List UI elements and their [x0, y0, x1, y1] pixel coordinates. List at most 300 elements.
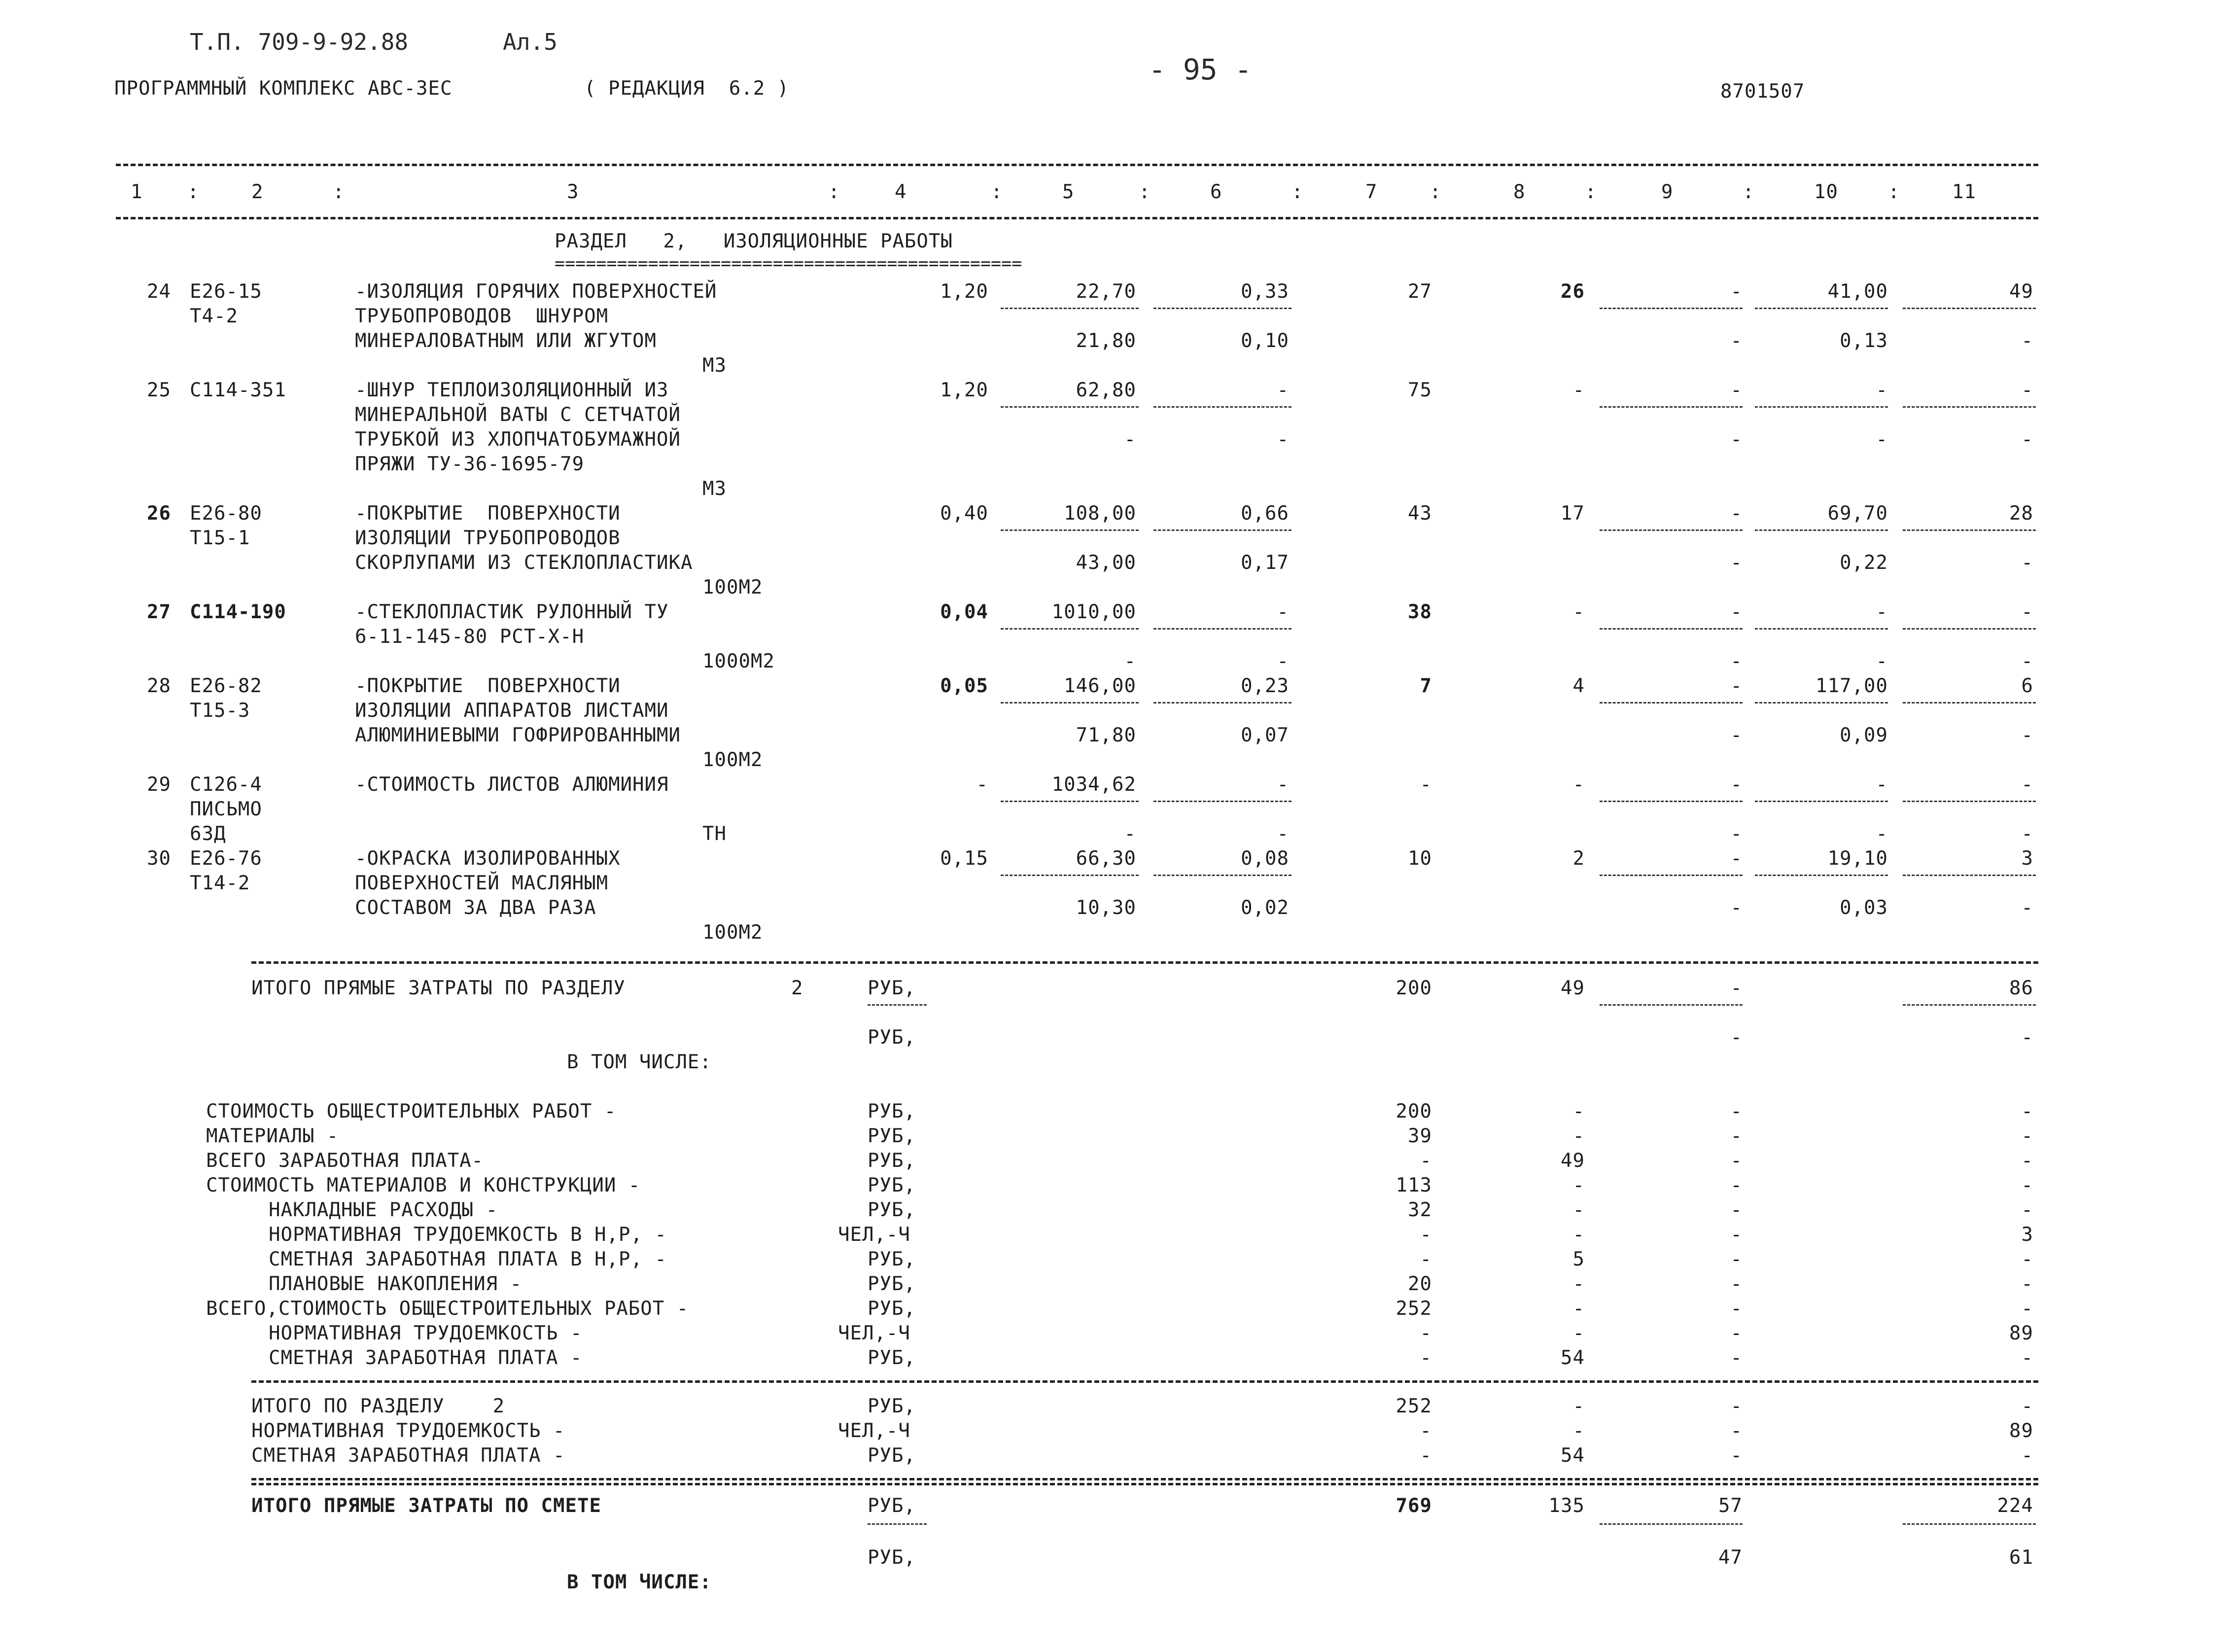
- estimate-total-c11: 224: [1997, 1495, 2033, 1517]
- sub-rule: [1903, 702, 2036, 703]
- machine-cost: -: [1730, 502, 1743, 525]
- row-number: 26: [147, 502, 171, 525]
- breakdown-c8: 54: [1561, 1347, 1585, 1369]
- breakdown-unit: РУБ,: [868, 1150, 916, 1172]
- summary-unit: РУБ,: [868, 1395, 916, 1417]
- summary-c7: -: [1420, 1420, 1432, 1442]
- estimate-total-c8: 135: [1548, 1495, 1585, 1517]
- sub-rule: [1600, 801, 1743, 802]
- estimate-total-rule: [251, 1478, 2038, 1480]
- labor-per-unit-2: 0,22: [1840, 552, 1888, 574]
- total-cost: -: [1420, 773, 1432, 796]
- labor-per-unit: 117,00: [1815, 675, 1888, 697]
- labor-per-unit-2: -: [1876, 650, 1888, 672]
- breakdown-unit: ЧЕЛ,-Ч: [838, 1224, 910, 1246]
- quantity: 0,15: [940, 847, 988, 870]
- sub-rule: [1755, 628, 1888, 630]
- section-total-c7: 200: [1396, 977, 1432, 999]
- estimate-total-unit: РУБ,: [868, 1495, 916, 1517]
- rate-code: ПИСЬМО: [190, 798, 262, 820]
- work-description: ИЗОЛЯЦИИ АППАРАТОВ ЛИСТАМИ: [355, 700, 669, 722]
- sub-rule: [1153, 875, 1291, 876]
- breakdown-unit: РУБ,: [868, 1125, 916, 1147]
- machine-cost-2: -: [1730, 428, 1743, 451]
- breakdown-c8: -: [1572, 1224, 1585, 1246]
- machine-wage-labor: 0,07: [1241, 724, 1289, 746]
- work-description: ПРЯЖИ ТУ-36-1695-79: [355, 453, 585, 475]
- unit-cost: 62,80: [1076, 379, 1136, 401]
- column-separator: :: [1430, 181, 1442, 203]
- section-title: РАЗДЕЛ 2, ИЗОЛЯЦИОННЫЕ РАБОТЫ: [555, 230, 953, 252]
- machine-cost-2: -: [1730, 724, 1743, 746]
- sub-rule: [1600, 529, 1743, 531]
- total-wages: -: [1572, 773, 1585, 796]
- machine-cost: -: [1730, 847, 1743, 870]
- estimate-total-unit-2: РУБ,: [868, 1547, 916, 1569]
- breakdown-label: НОРМАТИВНАЯ ТРУДОЕМКОСТЬ -: [269, 1322, 583, 1344]
- summary-unit: ЧЕЛ,-Ч: [838, 1420, 910, 1442]
- breakdown-c7: 113: [1396, 1174, 1432, 1196]
- summary-c7: 252: [1396, 1395, 1432, 1417]
- breakdown-label: СМЕТНАЯ ЗАРАБОТНАЯ ПЛАТА В Н,Р, -: [269, 1248, 667, 1270]
- breakdown-c8: 5: [1572, 1248, 1585, 1270]
- breakdown-unit: РУБ,: [868, 1174, 916, 1196]
- column-separator: :: [1585, 181, 1597, 203]
- column-header-4: 4: [895, 181, 907, 203]
- breakdown-c11: -: [2021, 1125, 2033, 1147]
- breakdown-c8: -: [1572, 1199, 1585, 1221]
- breakdown-unit: РУБ,: [868, 1248, 916, 1270]
- breakdown-c8: -: [1572, 1322, 1585, 1344]
- summary-c11: 89: [2009, 1420, 2033, 1442]
- rate-code: 63Д: [190, 823, 226, 845]
- machine-cost-2: -: [1730, 823, 1743, 845]
- quantity: -: [976, 773, 988, 796]
- row-number: 27: [147, 601, 171, 623]
- summary-c8: -: [1572, 1395, 1585, 1417]
- row-number: 24: [147, 281, 171, 303]
- sub-rule: [1600, 1523, 1743, 1525]
- breakdown-c9: -: [1730, 1273, 1743, 1295]
- quantity: 1,20: [940, 379, 988, 401]
- breakdown-unit: РУБ,: [868, 1100, 916, 1123]
- rate-code: Т15-3: [190, 700, 250, 722]
- breakdown-c9: -: [1730, 1199, 1743, 1221]
- summary-c9: -: [1730, 1420, 1743, 1442]
- labor-per-unit-2: -: [1876, 823, 1888, 845]
- total-wages: 4: [1572, 675, 1585, 697]
- column-separator: :: [991, 181, 1003, 203]
- row-number: 30: [147, 847, 171, 870]
- total-cost: 43: [1408, 502, 1432, 525]
- work-description: -СТОИМОСТЬ ЛИСТОВ АЛЮМИНИЯ: [355, 773, 669, 796]
- column-separator: :: [187, 181, 200, 203]
- sub-rule: [1903, 308, 2036, 309]
- total-labor-2: -: [2021, 823, 2033, 845]
- breakdown-c9: -: [1730, 1150, 1743, 1172]
- work-description: АЛЮМИНИЕВЫМИ ГОФРИРОВАННЫМИ: [355, 724, 681, 746]
- total-labor: -: [2021, 773, 2033, 796]
- machine-wage-cost: 21,80: [1076, 330, 1136, 352]
- column-header-2: 2: [251, 181, 264, 203]
- machine-wage-labor: 0,02: [1241, 897, 1289, 919]
- page-number: - 95 -: [1149, 53, 1252, 86]
- sub-rule: [1755, 529, 1888, 531]
- summary-c9: -: [1730, 1395, 1743, 1417]
- rate-code: Е26-76: [190, 847, 262, 870]
- total-labor-2: -: [2021, 428, 2033, 451]
- total-wages: 2: [1572, 847, 1585, 870]
- machine-cost-2: -: [1730, 897, 1743, 919]
- sub-rule: [1903, 875, 2036, 876]
- column-header-rule: [116, 217, 2038, 219]
- sub-rule: [1001, 308, 1139, 309]
- work-description: -СТЕКЛОПЛАСТИК РУЛОННЫЙ ТУ: [355, 601, 669, 623]
- breakdown-c11: -: [2021, 1199, 2033, 1221]
- machine-cost-2: -: [1730, 330, 1743, 352]
- sub-rule: [1001, 801, 1139, 802]
- machine-wage-cost: -: [1124, 823, 1136, 845]
- column-header-6: 6: [1210, 181, 1222, 203]
- summary-unit: РУБ,: [868, 1444, 916, 1467]
- breakdown-c8: -: [1572, 1100, 1585, 1123]
- breakdown-c11: 89: [2009, 1322, 2033, 1344]
- edition-label: ( РЕДАКЦИЯ 6.2 ): [584, 77, 790, 100]
- total-cost: 10: [1408, 847, 1432, 870]
- work-description: -ПОКРЫТИЕ ПОВЕРХНОСТИ: [355, 675, 621, 697]
- section-total-c9-2: -: [1730, 1026, 1743, 1049]
- breakdown-c7: -: [1420, 1347, 1432, 1369]
- section-summary-rule: [251, 1380, 2038, 1383]
- album-number: Ал.5: [503, 29, 558, 55]
- breakdown-unit: РУБ,: [868, 1273, 916, 1295]
- total-labor-2: -: [2021, 552, 2033, 574]
- machine-wage-cost: 43,00: [1076, 552, 1136, 574]
- section-total-c11: 86: [2009, 977, 2033, 999]
- sub-rule: [1153, 801, 1291, 802]
- machine-wage-cost: -: [1124, 428, 1136, 451]
- section-total-c8: 49: [1561, 977, 1585, 999]
- breakdown-c8: -: [1572, 1174, 1585, 1196]
- machine-cost: -: [1730, 281, 1743, 303]
- estimate-total-c7: 769: [1396, 1495, 1432, 1517]
- machine-wage-cost: 71,80: [1076, 724, 1136, 746]
- work-description: -ПОКРЫТИЕ ПОВЕРХНОСТИ: [355, 502, 621, 525]
- estimate-total-c11-2: 61: [2009, 1547, 2033, 1569]
- sub-rule: [1755, 308, 1888, 309]
- sub-rule: [1755, 406, 1888, 408]
- machine-wage-labor: -: [1277, 823, 1289, 845]
- sub-rule: [1153, 406, 1291, 408]
- section-total-unit: РУБ,: [868, 977, 916, 999]
- summary-label: СМЕТНАЯ ЗАРАБОТНАЯ ПЛАТА -: [251, 1444, 565, 1467]
- column-separator: :: [1743, 181, 1755, 203]
- total-labor-2: -: [2021, 330, 2033, 352]
- breakdown-label: ВСЕГО,СТОИМОСТЬ ОБЩЕСТРОИТЕЛЬНЫХ РАБОТ -: [206, 1298, 689, 1320]
- column-header-3: 3: [567, 181, 579, 203]
- sub-rule: [1600, 1004, 1743, 1006]
- work-description: СКОРЛУПАМИ ИЗ СТЕКЛОПЛАСТИКА: [355, 552, 693, 574]
- breakdown-c8: -: [1572, 1273, 1585, 1295]
- breakdown-c7: 32: [1408, 1199, 1432, 1221]
- labor-per-unit: 41,00: [1827, 281, 1888, 303]
- summary-c8: -: [1572, 1420, 1585, 1442]
- column-header-9: 9: [1661, 181, 1674, 203]
- work-description: ТРУБОПРОВОДОВ ШНУРОМ: [355, 305, 609, 327]
- breakdown-unit: ЧЕЛ,-Ч: [838, 1322, 910, 1344]
- sub-rule: [1903, 801, 2036, 802]
- breakdown-label: СТОИМОСТЬ МАТЕРИАЛОВ И КОНСТРУКЦИИ -: [206, 1174, 641, 1196]
- sub-rule: [1903, 529, 2036, 531]
- breakdown-label: МАТЕРИАЛЫ -: [206, 1125, 339, 1147]
- work-description: -ШНУР ТЕПЛОИЗОЛЯЦИОННЫЙ ИЗ: [355, 379, 669, 401]
- labor-per-unit-2: 0,13: [1840, 330, 1888, 352]
- breakdown-label: НАКЛАДНЫЕ РАСХОДЫ -: [269, 1199, 498, 1221]
- work-description: -ИЗОЛЯЦИЯ ГОРЯЧИХ ПОВЕРХНОСТЕЙ: [355, 281, 717, 303]
- unit-of-measure: 100М2: [702, 576, 763, 598]
- labor-per-unit: 69,70: [1827, 502, 1888, 525]
- unit-cost: 22,70: [1076, 281, 1136, 303]
- breakdown-c11: -: [2021, 1150, 2033, 1172]
- summary-label: НОРМАТИВНАЯ ТРУДОЕМКОСТЬ -: [251, 1420, 565, 1442]
- estimate-total-rule-2: [251, 1483, 2038, 1485]
- sub-rule: [1001, 628, 1139, 630]
- total-labor: 3: [2021, 847, 2033, 870]
- breakdown-c11: -: [2021, 1100, 2033, 1123]
- estimate-total-c9-2: 47: [1718, 1547, 1743, 1569]
- estimate-total-c9: 57: [1718, 1495, 1743, 1517]
- column-header-1: 1: [131, 181, 143, 203]
- breakdown-c8: -: [1572, 1298, 1585, 1320]
- rate-code: С114-351: [190, 379, 286, 401]
- quantity: 0,40: [940, 502, 988, 525]
- sub-rule: [868, 1523, 927, 1525]
- program-name: ПРОГРАММНЫЙ КОМПЛЕКС АВС-ЗЕС: [114, 77, 453, 100]
- breakdown-unit: РУБ,: [868, 1199, 916, 1221]
- row-number: 28: [147, 675, 171, 697]
- section-total-c9: -: [1730, 977, 1743, 999]
- breakdown-c11: 3: [2021, 1224, 2033, 1246]
- including-label-2: В ТОМ ЧИСЛЕ:: [567, 1571, 712, 1593]
- row-number: 29: [147, 773, 171, 796]
- breakdown-c9: -: [1730, 1248, 1743, 1270]
- rate-code: Е26-15: [190, 281, 262, 303]
- rate-code: Т4-2: [190, 305, 238, 327]
- breakdown-c7: -: [1420, 1248, 1432, 1270]
- estimate-total-label: ИТОГО ПРЯМЫЕ ЗАТРАТЫ ПО СМЕТЕ: [251, 1495, 601, 1517]
- total-wages: -: [1572, 601, 1585, 623]
- summary-c9: -: [1730, 1444, 1743, 1467]
- breakdown-c9: -: [1730, 1322, 1743, 1344]
- project-code: Т.П. 709-9-92.88: [190, 29, 409, 55]
- unit-labor-cost: -: [1277, 379, 1289, 401]
- breakdown-label: ПЛАНОВЫЕ НАКОПЛЕНИЯ -: [269, 1273, 523, 1295]
- breakdown-label: СМЕТНАЯ ЗАРАБОТНАЯ ПЛАТА -: [269, 1347, 583, 1369]
- total-labor: 28: [2009, 502, 2033, 525]
- breakdown-c7: -: [1420, 1322, 1432, 1344]
- machine-wage-labor: -: [1277, 650, 1289, 672]
- labor-per-unit: -: [1876, 379, 1888, 401]
- total-cost: 27: [1408, 281, 1432, 303]
- column-header-7: 7: [1365, 181, 1378, 203]
- sub-rule: [1001, 875, 1139, 876]
- total-labor-2: -: [2021, 724, 2033, 746]
- sub-rule: [1600, 628, 1743, 630]
- work-description: МИНЕРАЛОВАТНЫМ ИЛИ ЖГУТОМ: [355, 330, 657, 352]
- unit-cost: 66,30: [1076, 847, 1136, 870]
- quantity: 0,04: [940, 601, 988, 623]
- sub-rule: [1600, 875, 1743, 876]
- total-cost: 38: [1408, 601, 1432, 623]
- breakdown-c9: -: [1730, 1125, 1743, 1147]
- quantity: 0,05: [940, 675, 988, 697]
- work-description: 6-11-145-80 РСТ-Х-Н: [355, 626, 585, 648]
- machine-wage-cost: -: [1124, 650, 1136, 672]
- including-label: В ТОМ ЧИСЛЕ:: [567, 1051, 712, 1073]
- rate-code: Е26-80: [190, 502, 262, 525]
- sub-rule: [1001, 406, 1139, 408]
- unit-labor-cost: 0,33: [1241, 281, 1289, 303]
- column-separator: :: [333, 181, 345, 203]
- machine-wage-cost: 10,30: [1076, 897, 1136, 919]
- sub-rule: [1903, 406, 2036, 408]
- total-labor-2: -: [2021, 650, 2033, 672]
- machine-wage-labor: 0,10: [1241, 330, 1289, 352]
- rate-code: Т15-1: [190, 527, 250, 549]
- labor-per-unit: -: [1876, 773, 1888, 796]
- machine-wage-labor: -: [1277, 428, 1289, 451]
- labor-per-unit: -: [1876, 601, 1888, 623]
- breakdown-c9: -: [1730, 1100, 1743, 1123]
- table-top-rule: [116, 164, 2038, 166]
- sub-rule: [1600, 308, 1743, 309]
- labor-per-unit-2: 0,09: [1840, 724, 1888, 746]
- breakdown-c11: -: [2021, 1174, 2033, 1196]
- total-cost: 75: [1408, 379, 1432, 401]
- breakdown-c9: -: [1730, 1298, 1743, 1320]
- breakdown-label: НОРМАТИВНАЯ ТРУДОЕМКОСТЬ В Н,Р, -: [269, 1224, 667, 1246]
- summary-c7: -: [1420, 1444, 1432, 1467]
- rate-code: Е26-82: [190, 675, 262, 697]
- unit-of-measure: 1000М2: [702, 650, 775, 672]
- sub-rule: [1153, 529, 1291, 531]
- quantity: 1,20: [940, 281, 988, 303]
- unit-of-measure: М3: [702, 354, 727, 377]
- column-separator: :: [1139, 181, 1151, 203]
- sub-rule: [1755, 875, 1888, 876]
- section-total-c11-2: -: [2021, 1026, 2033, 1049]
- column-separator: :: [828, 181, 840, 203]
- sub-rule: [1903, 628, 2036, 630]
- machine-cost: -: [1730, 601, 1743, 623]
- breakdown-c8: -: [1572, 1125, 1585, 1147]
- work-description: ИЗОЛЯЦИИ ТРУБОПРОВОДОВ: [355, 527, 621, 549]
- column-header-5: 5: [1062, 181, 1075, 203]
- machine-cost: -: [1730, 675, 1743, 697]
- column-separator: :: [1888, 181, 1900, 203]
- unit-cost: 1034,62: [1051, 773, 1136, 796]
- breakdown-c11: -: [2021, 1347, 2033, 1369]
- column-header-8: 8: [1513, 181, 1526, 203]
- section-total-number: 2: [791, 977, 803, 999]
- summary-label: ИТОГО ПО РАЗДЕЛУ 2: [251, 1395, 505, 1417]
- breakdown-c7: -: [1420, 1224, 1432, 1246]
- unit-labor-cost: 0,23: [1241, 675, 1289, 697]
- sub-rule: [1600, 702, 1743, 703]
- total-wages: 17: [1561, 502, 1585, 525]
- breakdown-c7: 39: [1408, 1125, 1432, 1147]
- section-total-label: ИТОГО ПРЯМЫЕ ЗАТРАТЫ ПО РАЗДЕЛУ: [251, 977, 626, 999]
- unit-cost: 1010,00: [1051, 601, 1136, 623]
- breakdown-c9: -: [1730, 1347, 1743, 1369]
- unit-labor-cost: -: [1277, 601, 1289, 623]
- total-labor: -: [2021, 601, 2033, 623]
- document-code: 8701507: [1720, 80, 1805, 103]
- breakdown-c11: -: [2021, 1273, 2033, 1295]
- sub-rule: [868, 1004, 927, 1006]
- breakdown-c7: 252: [1396, 1298, 1432, 1320]
- work-description: СОСТАВОМ ЗА ДВА РАЗА: [355, 897, 596, 919]
- unit-of-measure: ТН: [702, 823, 727, 845]
- rate-code: С126-4: [190, 773, 262, 796]
- breakdown-c7: 20: [1408, 1273, 1432, 1295]
- breakdown-c11: -: [2021, 1298, 2033, 1320]
- unit-of-measure: 100М2: [702, 921, 763, 944]
- rate-code: Т14-2: [190, 872, 250, 894]
- breakdown-unit: РУБ,: [868, 1298, 916, 1320]
- total-labor-2: -: [2021, 897, 2033, 919]
- unit-labor-cost: 0,08: [1241, 847, 1289, 870]
- total-labor: 49: [2009, 281, 2033, 303]
- breakdown-c9: -: [1730, 1224, 1743, 1246]
- total-labor: -: [2021, 379, 2033, 401]
- column-header-10: 10: [1814, 181, 1838, 203]
- sub-rule: [1153, 308, 1291, 309]
- work-description: ПОВЕРХНОСТЕЙ МАСЛЯНЫМ: [355, 872, 609, 894]
- work-description: ТРУБКОЙ ИЗ ХЛОПЧАТОБУМАЖНОЙ: [355, 428, 681, 451]
- total-wages: -: [1572, 379, 1585, 401]
- sub-rule: [1001, 529, 1139, 531]
- sub-rule: [1001, 702, 1139, 703]
- breakdown-label: СТОИМОСТЬ ОБЩЕСТРОИТЕЛЬНЫХ РАБОТ -: [206, 1100, 617, 1123]
- total-labor: 6: [2021, 675, 2033, 697]
- summary-c8: 54: [1561, 1444, 1585, 1467]
- sub-rule: [1153, 702, 1291, 703]
- sub-rule: [1153, 628, 1291, 630]
- unit-cost: 146,00: [1064, 675, 1136, 697]
- labor-per-unit-2: 0,03: [1840, 897, 1888, 919]
- unit-labor-cost: -: [1277, 773, 1289, 796]
- breakdown-label: ВСЕГО ЗАРАБОТНАЯ ПЛАТА-: [206, 1150, 484, 1172]
- unit-cost: 108,00: [1064, 502, 1136, 525]
- section-title-underline: =============================================: [555, 254, 1022, 274]
- breakdown-c8: 49: [1561, 1150, 1585, 1172]
- machine-cost: -: [1730, 773, 1743, 796]
- sub-rule: [1755, 801, 1888, 802]
- breakdown-unit: РУБ,: [868, 1347, 916, 1369]
- row-number: 25: [147, 379, 171, 401]
- section-total-rule: [251, 961, 2038, 964]
- section-total-unit-2: РУБ,: [868, 1026, 916, 1049]
- machine-cost: -: [1730, 379, 1743, 401]
- work-description: МИНЕРАЛЬНОЙ ВАТЫ С СЕТЧАТОЙ: [355, 404, 681, 426]
- breakdown-c9: -: [1730, 1174, 1743, 1196]
- breakdown-c7: -: [1420, 1150, 1432, 1172]
- rate-code: С114-190: [190, 601, 286, 623]
- unit-labor-cost: 0,66: [1241, 502, 1289, 525]
- machine-wage-labor: 0,17: [1241, 552, 1289, 574]
- sub-rule: [1755, 702, 1888, 703]
